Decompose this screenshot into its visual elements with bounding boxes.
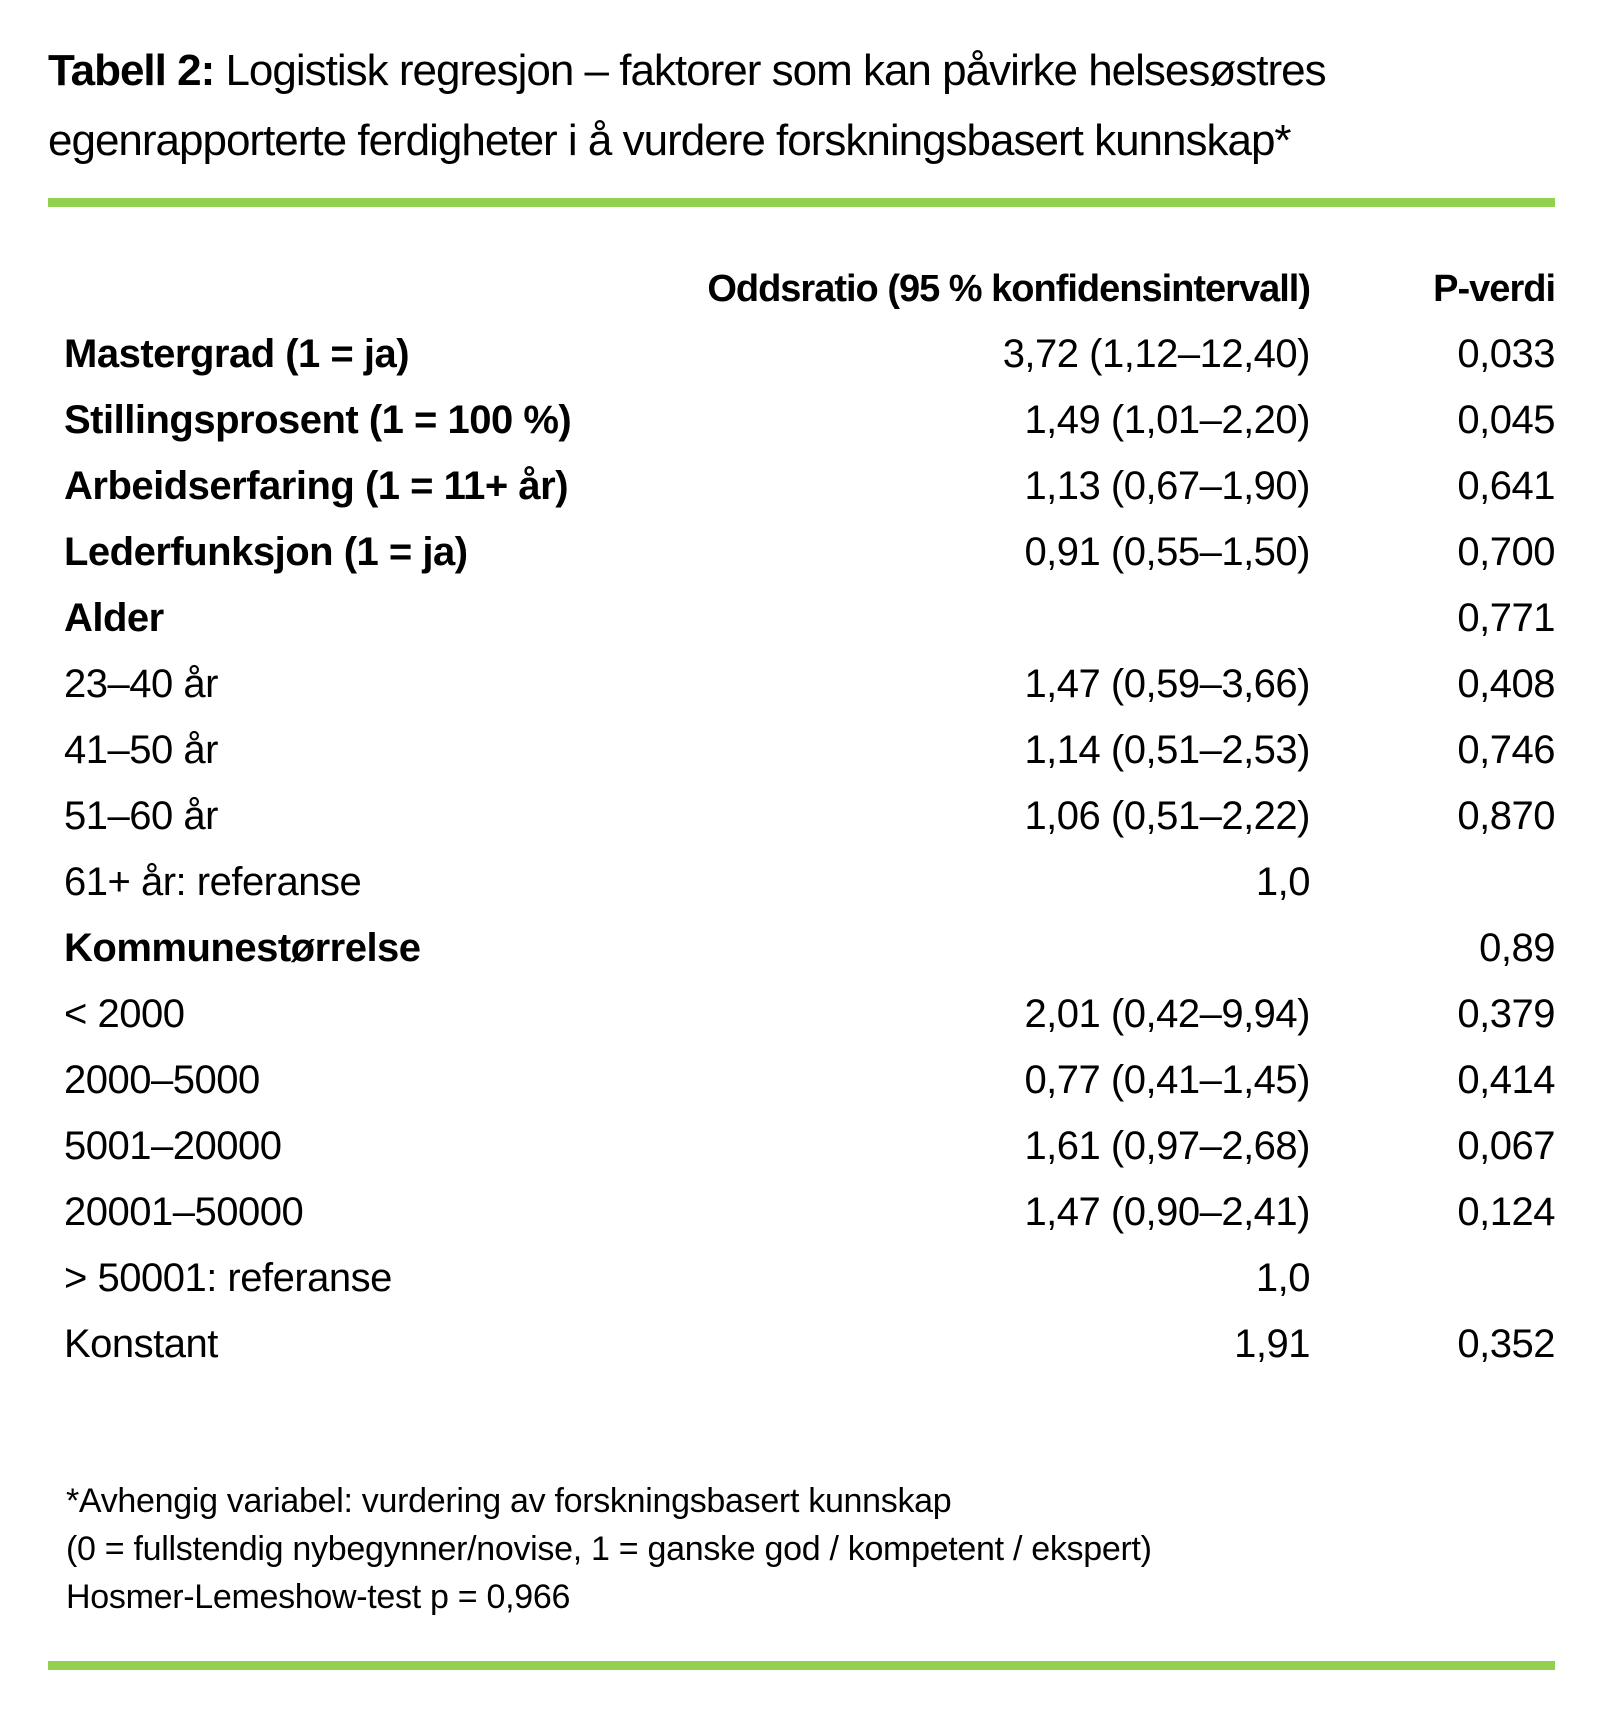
cell-or: 0,91 (0,55–1,50) bbox=[1024, 529, 1310, 574]
table-caption: Logistisk regresjon – faktorer som kan påvirke helsesøstres egenrapporterte ferdigheter i å vurdere forskningsbasert kunnskap* bbox=[48, 46, 1326, 165]
table-row bbox=[48, 783, 1555, 849]
table-row bbox=[48, 519, 1555, 585]
cell-label: Stillingsprosent (1 = 100 %) bbox=[64, 397, 572, 442]
cell-or: 1,13 (0,67–1,90) bbox=[1024, 463, 1310, 508]
cell-or: 0,77 (0,41–1,45) bbox=[1024, 1057, 1310, 1102]
cell-p: 0,045 bbox=[1457, 397, 1555, 442]
table-row bbox=[48, 321, 1555, 387]
bottom-divider bbox=[48, 1661, 1555, 1670]
cell-label: 41–50 år bbox=[64, 727, 218, 772]
table-header-row bbox=[48, 257, 1555, 321]
footnote-coding: (0 = fullstendig nybegynner/novise, 1 = ganske god / kompetent / ekspert) bbox=[66, 1530, 1152, 1568]
cell-label: 51–60 år bbox=[64, 793, 218, 838]
cell-or: 1,47 (0,59–3,66) bbox=[1024, 661, 1310, 706]
cell-or: 1,0 bbox=[1255, 859, 1310, 904]
cell-or: 1,49 (1,01–2,20) bbox=[1024, 397, 1310, 442]
table-row bbox=[48, 717, 1555, 783]
cell-p: 0,033 bbox=[1457, 331, 1555, 376]
table-row bbox=[48, 1179, 1555, 1245]
cell-label: 2000–5000 bbox=[64, 1057, 260, 1102]
table-row bbox=[48, 387, 1555, 453]
table-row bbox=[48, 1311, 1555, 1377]
page-title bbox=[48, 36, 1555, 176]
footnotes bbox=[48, 1477, 1555, 1621]
cell-label: 5001–20000 bbox=[64, 1123, 282, 1168]
footnote-hosmer-lemeshow: Hosmer-Lemeshow-test p = 0,966 bbox=[66, 1578, 571, 1616]
cell-label: Lederfunksjon (1 = ja) bbox=[64, 529, 468, 574]
cell-or: 1,91 bbox=[1234, 1321, 1310, 1366]
cell-p: 0,067 bbox=[1457, 1123, 1555, 1168]
cell-label: 61+ år: referanse bbox=[64, 859, 362, 904]
table-row bbox=[48, 1245, 1555, 1311]
cell-p: 0,352 bbox=[1457, 1321, 1555, 1366]
cell-or: 1,14 (0,51–2,53) bbox=[1024, 727, 1310, 772]
top-divider bbox=[48, 198, 1555, 207]
cell-p: 0,379 bbox=[1457, 991, 1555, 1036]
cell-p: 0,414 bbox=[1457, 1057, 1555, 1102]
cell-or: 1,06 (0,51–2,22) bbox=[1024, 793, 1310, 838]
cell-label: 23–40 år bbox=[64, 661, 218, 706]
cell-or: 3,72 (1,12–12,40) bbox=[1002, 331, 1310, 376]
cell-p: 0,408 bbox=[1457, 661, 1555, 706]
cell-label: Kommunestørrelse bbox=[64, 925, 421, 970]
table-row bbox=[48, 849, 1555, 915]
cell-label: > 50001: referanse bbox=[64, 1255, 392, 1300]
cell-or: 2,01 (0,42–9,94) bbox=[1024, 991, 1310, 1036]
cell-label: < 2000 bbox=[64, 991, 185, 1036]
cell-or: 1,0 bbox=[1255, 1255, 1310, 1300]
cell-label: Alder bbox=[64, 595, 164, 640]
header-oddsratio-column: Oddsratio (95 % konfidensintervall) bbox=[707, 267, 1310, 310]
cell-p: 0,124 bbox=[1457, 1189, 1555, 1234]
table-row bbox=[48, 1047, 1555, 1113]
cell-p: 0,771 bbox=[1457, 595, 1555, 640]
regression-table bbox=[48, 257, 1555, 1377]
cell-or: 1,47 (0,90–2,41) bbox=[1024, 1189, 1310, 1234]
table-row bbox=[48, 585, 1555, 651]
table-row bbox=[48, 453, 1555, 519]
cell-label: Arbeidserfaring (1 = 11+ år) bbox=[64, 463, 569, 508]
cell-label: 20001–50000 bbox=[64, 1189, 304, 1234]
footnote-dependent-variable: *Avhengig variabel: vurdering av forskningsbasert kunnskap bbox=[66, 1482, 952, 1520]
table-row bbox=[48, 651, 1555, 717]
table-number-label: Tabell 2: bbox=[48, 46, 215, 95]
table-row bbox=[48, 1113, 1555, 1179]
header-pvalue-column: P-verdi bbox=[1433, 267, 1555, 310]
table-row bbox=[48, 915, 1555, 981]
cell-or: 1,61 (0,97–2,68) bbox=[1024, 1123, 1310, 1168]
cell-p: 0,89 bbox=[1479, 925, 1555, 970]
cell-label: Mastergrad (1 = ja) bbox=[64, 331, 410, 376]
cell-p: 0,746 bbox=[1457, 727, 1555, 772]
cell-p: 0,870 bbox=[1457, 793, 1555, 838]
cell-p: 0,641 bbox=[1457, 463, 1555, 508]
regression-table-body bbox=[48, 321, 1555, 1377]
cell-label: Konstant bbox=[64, 1321, 218, 1366]
table-row bbox=[48, 981, 1555, 1047]
cell-p: 0,700 bbox=[1457, 529, 1555, 574]
